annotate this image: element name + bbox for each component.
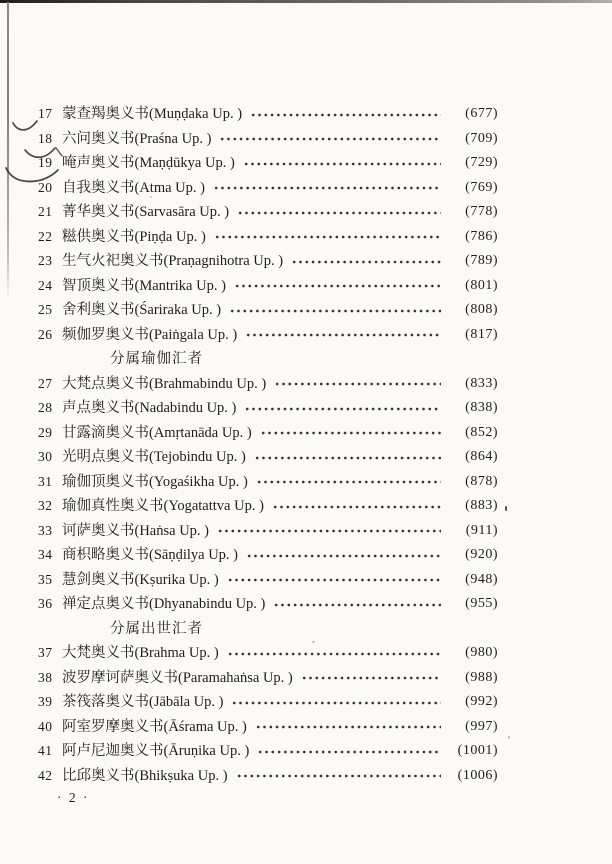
entry-number: 29 bbox=[38, 424, 53, 440]
toc-entry-row bbox=[38, 519, 498, 544]
toc-entry-row bbox=[38, 151, 498, 176]
entry-title: 波罗摩诃萨奥义书(Paramahaṅsa Up. ) bbox=[62, 669, 293, 686]
entry-page-number: (980) bbox=[465, 645, 498, 660]
toc-entry-row bbox=[38, 641, 498, 666]
entry-page-number: (808) bbox=[465, 302, 498, 317]
entry-number: 24 bbox=[38, 277, 53, 293]
entry-number: 42 bbox=[38, 767, 53, 783]
entry-page-number: (864) bbox=[465, 449, 498, 464]
dot-leader bbox=[255, 450, 441, 465]
entry-number: 22 bbox=[38, 228, 53, 244]
dot-leader bbox=[273, 499, 441, 514]
toc-section-heading-row bbox=[38, 347, 498, 372]
entry-number: 23 bbox=[38, 253, 53, 268]
entry-page-number: (833) bbox=[465, 375, 498, 391]
entry-page-number: (709) bbox=[465, 130, 498, 146]
entry-title: 自我奥义书(Atma Up. ) bbox=[62, 179, 205, 196]
dot-leader bbox=[244, 156, 441, 171]
toc-entry-row bbox=[38, 200, 498, 225]
entry-page-number: (948) bbox=[465, 571, 498, 587]
entry-page-number: (883) bbox=[465, 498, 498, 513]
entry-number: 18 bbox=[38, 130, 53, 146]
dot-leader bbox=[235, 278, 441, 293]
entry-number: 26 bbox=[38, 326, 53, 342]
entry-title: 声点奥义书(Nadabindu Up. ) bbox=[62, 400, 237, 416]
entry-page-number: (988) bbox=[465, 669, 498, 685]
entry-title: 比邱奥义书(Bhikṣuka Up. ) bbox=[62, 767, 228, 784]
toc-entry-row bbox=[38, 568, 498, 593]
entry-number: 17 bbox=[38, 106, 53, 121]
entry-title: 唵声奥义书(Maṇḍūkya Up. ) bbox=[62, 155, 235, 171]
entry-page-number: (852) bbox=[465, 424, 498, 440]
dot-leader bbox=[228, 646, 441, 661]
page-number-footer: · 2 · bbox=[57, 790, 90, 805]
toc-entry-row bbox=[38, 249, 498, 274]
entry-number: 27 bbox=[38, 375, 53, 391]
entry-title: 蒙查羯奥义书(Muṇḍaka Up. ) bbox=[62, 106, 243, 122]
toc-entry-row bbox=[38, 494, 498, 519]
toc-entry-row bbox=[38, 421, 498, 446]
entry-title: 甘露滴奥义书(Amṛtanāda Up. ) bbox=[62, 424, 252, 441]
entry-page-number: (789) bbox=[465, 253, 498, 268]
section-heading-label: 分属瑜伽汇者 bbox=[110, 351, 203, 367]
dot-leader bbox=[237, 768, 441, 783]
entry-title: 光明点奥义书(Tejobindu Up. ) bbox=[62, 449, 246, 465]
entry-title: 舍利奥义书(Śariraka Up. ) bbox=[62, 302, 222, 318]
entry-page-number: (778) bbox=[465, 204, 498, 219]
entry-title: 茶筏落奥义书(Jābāla Up. ) bbox=[62, 694, 224, 710]
entry-title: 阿卢尼迦奥义书(Āruṇika Up. ) bbox=[62, 743, 250, 759]
dot-leader bbox=[258, 744, 441, 759]
toc-entry-row bbox=[38, 127, 498, 152]
entry-page-number: (955) bbox=[465, 596, 498, 611]
entry-number: 40 bbox=[38, 718, 53, 734]
entry-page-number: (911) bbox=[465, 522, 498, 538]
entry-title: 频伽罗奥义书(Paiṅgala Up. ) bbox=[62, 326, 238, 343]
dot-leader bbox=[238, 205, 441, 220]
entry-title: 大梵奥义书(Brahma Up. ) bbox=[62, 645, 219, 661]
entry-number: 25 bbox=[38, 302, 53, 317]
dot-leader bbox=[214, 180, 441, 195]
toc-entry-row bbox=[38, 739, 498, 764]
entry-page-number: (769) bbox=[465, 179, 498, 195]
entry-title: 菁华奥义书(Sarvasāra Up. ) bbox=[62, 204, 230, 220]
entry-page-number: (838) bbox=[465, 400, 498, 415]
dot-leader bbox=[246, 327, 441, 342]
entry-number: 21 bbox=[38, 204, 53, 219]
entry-title: 瑜伽真性奥义书(Yogatattva Up. ) bbox=[62, 498, 264, 514]
toc-entry-row bbox=[38, 592, 498, 617]
entry-number: 38 bbox=[38, 669, 53, 685]
dot-leader bbox=[251, 107, 441, 122]
entry-page-number: (920) bbox=[465, 547, 498, 562]
entry-page-number: (1001) bbox=[457, 743, 498, 758]
toc-entry-row bbox=[38, 298, 498, 323]
entry-title: 瑜伽顶奥义书(Yogaśikha Up. ) bbox=[62, 473, 248, 490]
entry-number: 30 bbox=[38, 449, 53, 464]
entry-title: 大梵点奥义书(Brahmabindu Up. ) bbox=[62, 375, 267, 392]
entry-number: 37 bbox=[38, 645, 53, 660]
entry-page-number: (817) bbox=[465, 326, 498, 342]
entry-number: 20 bbox=[38, 179, 53, 195]
entry-title: 糍供奥义书(Piṇḍa Up. ) bbox=[62, 228, 206, 245]
dot-leader bbox=[245, 401, 441, 416]
entry-number: 31 bbox=[38, 473, 53, 489]
entry-number: 34 bbox=[38, 547, 53, 562]
toc-entry-row bbox=[38, 543, 498, 568]
toc-entry-row bbox=[38, 470, 498, 495]
toc-entry-row bbox=[38, 372, 498, 397]
scan-speckle bbox=[508, 736, 510, 739]
toc-entry-row bbox=[38, 323, 498, 348]
entry-page-number: (992) bbox=[465, 694, 498, 709]
dot-leader bbox=[218, 523, 441, 538]
entry-page-number: (1006) bbox=[457, 767, 498, 783]
entry-page-number: (801) bbox=[465, 277, 498, 293]
scan-speckle bbox=[505, 506, 507, 511]
pen-mark-under-17 bbox=[13, 121, 37, 130]
dot-leader bbox=[232, 695, 441, 710]
dot-leader bbox=[256, 719, 441, 734]
dot-leader bbox=[274, 597, 441, 612]
toc-entry-row bbox=[38, 396, 498, 421]
entry-page-number: (729) bbox=[465, 155, 498, 170]
dot-leader bbox=[275, 376, 441, 391]
toc-entry-row bbox=[38, 715, 498, 740]
entry-page-number: (878) bbox=[465, 473, 498, 489]
entry-number: 19 bbox=[38, 155, 53, 170]
entry-number: 35 bbox=[38, 571, 53, 587]
dot-leader bbox=[215, 229, 441, 244]
section-heading-label: 分属出世汇者 bbox=[110, 620, 203, 637]
entry-number: 41 bbox=[38, 743, 53, 758]
toc-entry-row bbox=[38, 445, 498, 470]
entry-number: 28 bbox=[38, 400, 53, 415]
toc-section-heading-row bbox=[38, 617, 498, 642]
entry-page-number: (997) bbox=[465, 718, 498, 734]
entry-title: 智顶奥义书(Mantrika Up. ) bbox=[62, 277, 226, 294]
dot-leader bbox=[228, 572, 441, 587]
dot-leader bbox=[257, 474, 441, 489]
toc-entry-row bbox=[38, 690, 498, 715]
entry-page-number: (677) bbox=[465, 106, 498, 121]
entry-page-number: (786) bbox=[465, 228, 498, 244]
toc-entry-row bbox=[38, 274, 498, 299]
toc-entry-row bbox=[38, 225, 498, 250]
entry-number: 39 bbox=[38, 694, 53, 709]
scan-speckle bbox=[312, 641, 315, 643]
dot-leader bbox=[220, 131, 441, 146]
entry-title: 六问奥义书(Praśna Up. ) bbox=[62, 130, 212, 147]
entry-title: 阿室罗摩奥义书(Āśrama Up. ) bbox=[62, 718, 247, 735]
entry-title: 禅定点奥义书(Dhyanabindu Up. ) bbox=[62, 596, 266, 612]
entry-title: 生气火祀奥义书(Praṇagnihotra Up. ) bbox=[62, 253, 284, 269]
scan-top-edge-artifact bbox=[0, 0, 612, 3]
dot-leader bbox=[261, 425, 441, 440]
dot-leader bbox=[230, 303, 441, 318]
entry-number: 32 bbox=[38, 498, 53, 513]
toc-entry-row bbox=[38, 764, 498, 789]
toc-entry-row bbox=[38, 666, 498, 691]
entry-number: 33 bbox=[38, 522, 53, 538]
toc-list bbox=[38, 102, 498, 788]
dot-leader bbox=[247, 548, 441, 563]
entry-title: 慧剑奥义书(Kṣurika Up. ) bbox=[62, 571, 219, 588]
entry-number: 36 bbox=[38, 596, 53, 611]
toc-entry-row bbox=[38, 176, 498, 201]
dot-leader bbox=[302, 670, 441, 685]
scan-speckle bbox=[150, 196, 152, 198]
entry-title: 商枳略奥义书(Sāṇḍilya Up. ) bbox=[62, 547, 238, 563]
dot-leader bbox=[292, 254, 441, 269]
toc-entry-row bbox=[38, 102, 498, 127]
scan-left-edge-artifact bbox=[7, 2, 9, 302]
entry-title: 诃萨奥义书(Haṅsa Up. ) bbox=[62, 522, 209, 539]
